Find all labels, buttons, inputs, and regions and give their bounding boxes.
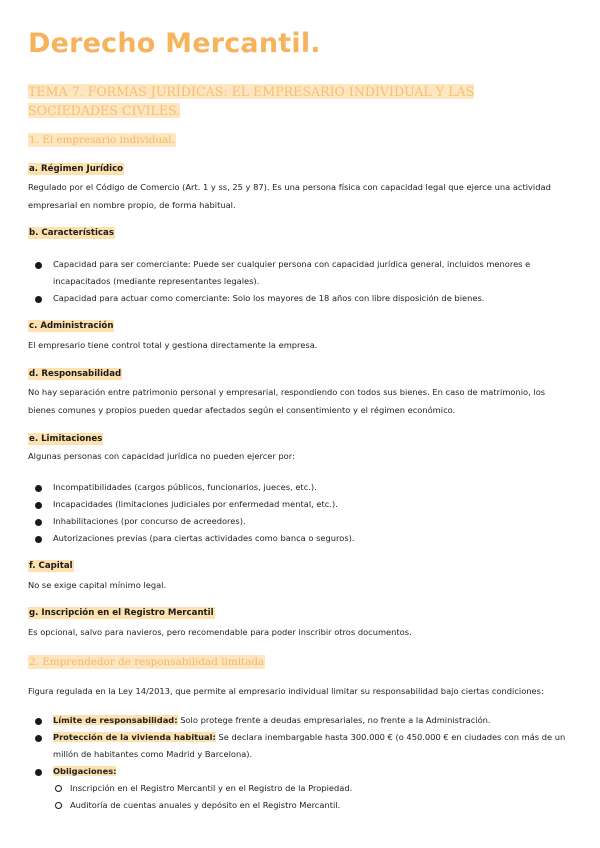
paragraph-capital: No se exige capital mínimo legal. — [28, 580, 167, 590]
heading-capital: f. Capital — [29, 561, 73, 571]
sub-bullet-icon — [55, 785, 62, 792]
bullet-icon — [35, 735, 42, 742]
sub-bullet-icon — [55, 802, 62, 809]
bullet-icon — [35, 718, 42, 725]
paragraph-intro-erl: Figura regulada en la Ley 14/2013, que permite al empresario individual limitar su responsabilidad bajo ciertas condiciones: — [28, 686, 544, 696]
heading-limitaciones: e. Limitaciones — [29, 434, 103, 444]
bullet-icon — [35, 296, 42, 303]
heading-caracteristicas: b. Características — [29, 228, 114, 238]
list-item-line: millón de habitantes como Madrid y Barcelona). — [53, 749, 253, 759]
bullet-icon — [35, 769, 42, 776]
section-1-title: 1. El empresario individual. — [29, 134, 175, 146]
paragraph-limitaciones: Algunas personas con capacidad jurídica no pueden ejercer por: — [28, 451, 295, 461]
paragraph-inscripcion: Es opcional, salvo para navieros, pero recomendable para poder inscribir otros documentos. — [28, 627, 412, 637]
list-item: Incompatibilidades (cargos públicos, funcionarios, jueces, etc.). — [53, 482, 317, 492]
sub-list-item: Auditoría de cuentas anuales y depósito en el Registro Mercantil. — [70, 800, 341, 810]
list-item: Límite de responsabilidad: Solo protege frente a deudas empresariales, no frente a la Administración. — [53, 715, 491, 725]
list-item: Protección de la vivienda habitual: Se declara inembargable hasta 300.000 € (o 450.000 € en ciudades con más de un — [53, 732, 566, 742]
bullet-icon — [35, 536, 42, 543]
heading-inscripcion: g. Inscripción en el Registro Mercantil — [29, 608, 214, 618]
bullet-icon — [35, 262, 42, 269]
list-item: Incapacidades (limitaciones judiciales por enfermedad mental, etc.). — [53, 499, 338, 509]
list-item: Inhabilitaciones (por concurso de acreedores). — [53, 516, 246, 526]
bullet-icon — [35, 485, 42, 492]
list-item-line: Capacidad para actuar como comerciante: Solo los mayores de 18 años con libre disposición de bienes. — [53, 293, 485, 303]
heading-regimen-juridico: a. Régimen Jurídico — [29, 164, 124, 174]
section-2-title: 2. Emprendedor de responsabilidad limitada — [29, 656, 265, 668]
page-title: Derecho Mercantil. — [28, 28, 321, 59]
paragraph-responsabilidad: No hay separación entre patrimonio personal y empresarial, respondiendo con todos sus bienes. En caso de matrimonio, los bienes comunes y propios pueden quedar afectados según el consentimiento y el régimen económico. — [28, 387, 546, 415]
topic-title: TEMA 7. FORMAS JURÍDICAS: EL EMPRESARIO INDIVIDUAL Y LAS SOCIEDADES CIVILES. — [28, 84, 475, 118]
list-item-line: Capacidad para ser comerciante: Puede ser cualquier persona con capacidad jurídica general, incluidos menores e — [53, 259, 531, 269]
heading-administracion: c. Administración — [29, 321, 114, 331]
paragraph-administracion: El empresario tiene control total y gestiona directamente la empresa. — [28, 340, 318, 350]
bullet-icon — [35, 519, 42, 526]
list-item: Obligaciones: — [53, 766, 117, 776]
heading-responsabilidad: d. Responsabilidad — [29, 369, 122, 379]
sub-list-item: Inscripción en el Registro Mercantil y en el Registro de la Propiedad. — [70, 783, 353, 793]
list-item-line: incapacitados (mediante representantes legales). — [53, 276, 260, 286]
list-item: Autorizaciones previas (para ciertas actividades como banca o seguros). — [53, 533, 355, 543]
paragraph-regimen-juridico: Regulado por el Código de Comercio (Art. 1 y ss, 25 y 87). Es una persona física con capacidad legal que ejerce una actividad empresarial en nombre propio, de forma habitual. — [28, 182, 551, 210]
bullet-icon — [35, 502, 42, 509]
